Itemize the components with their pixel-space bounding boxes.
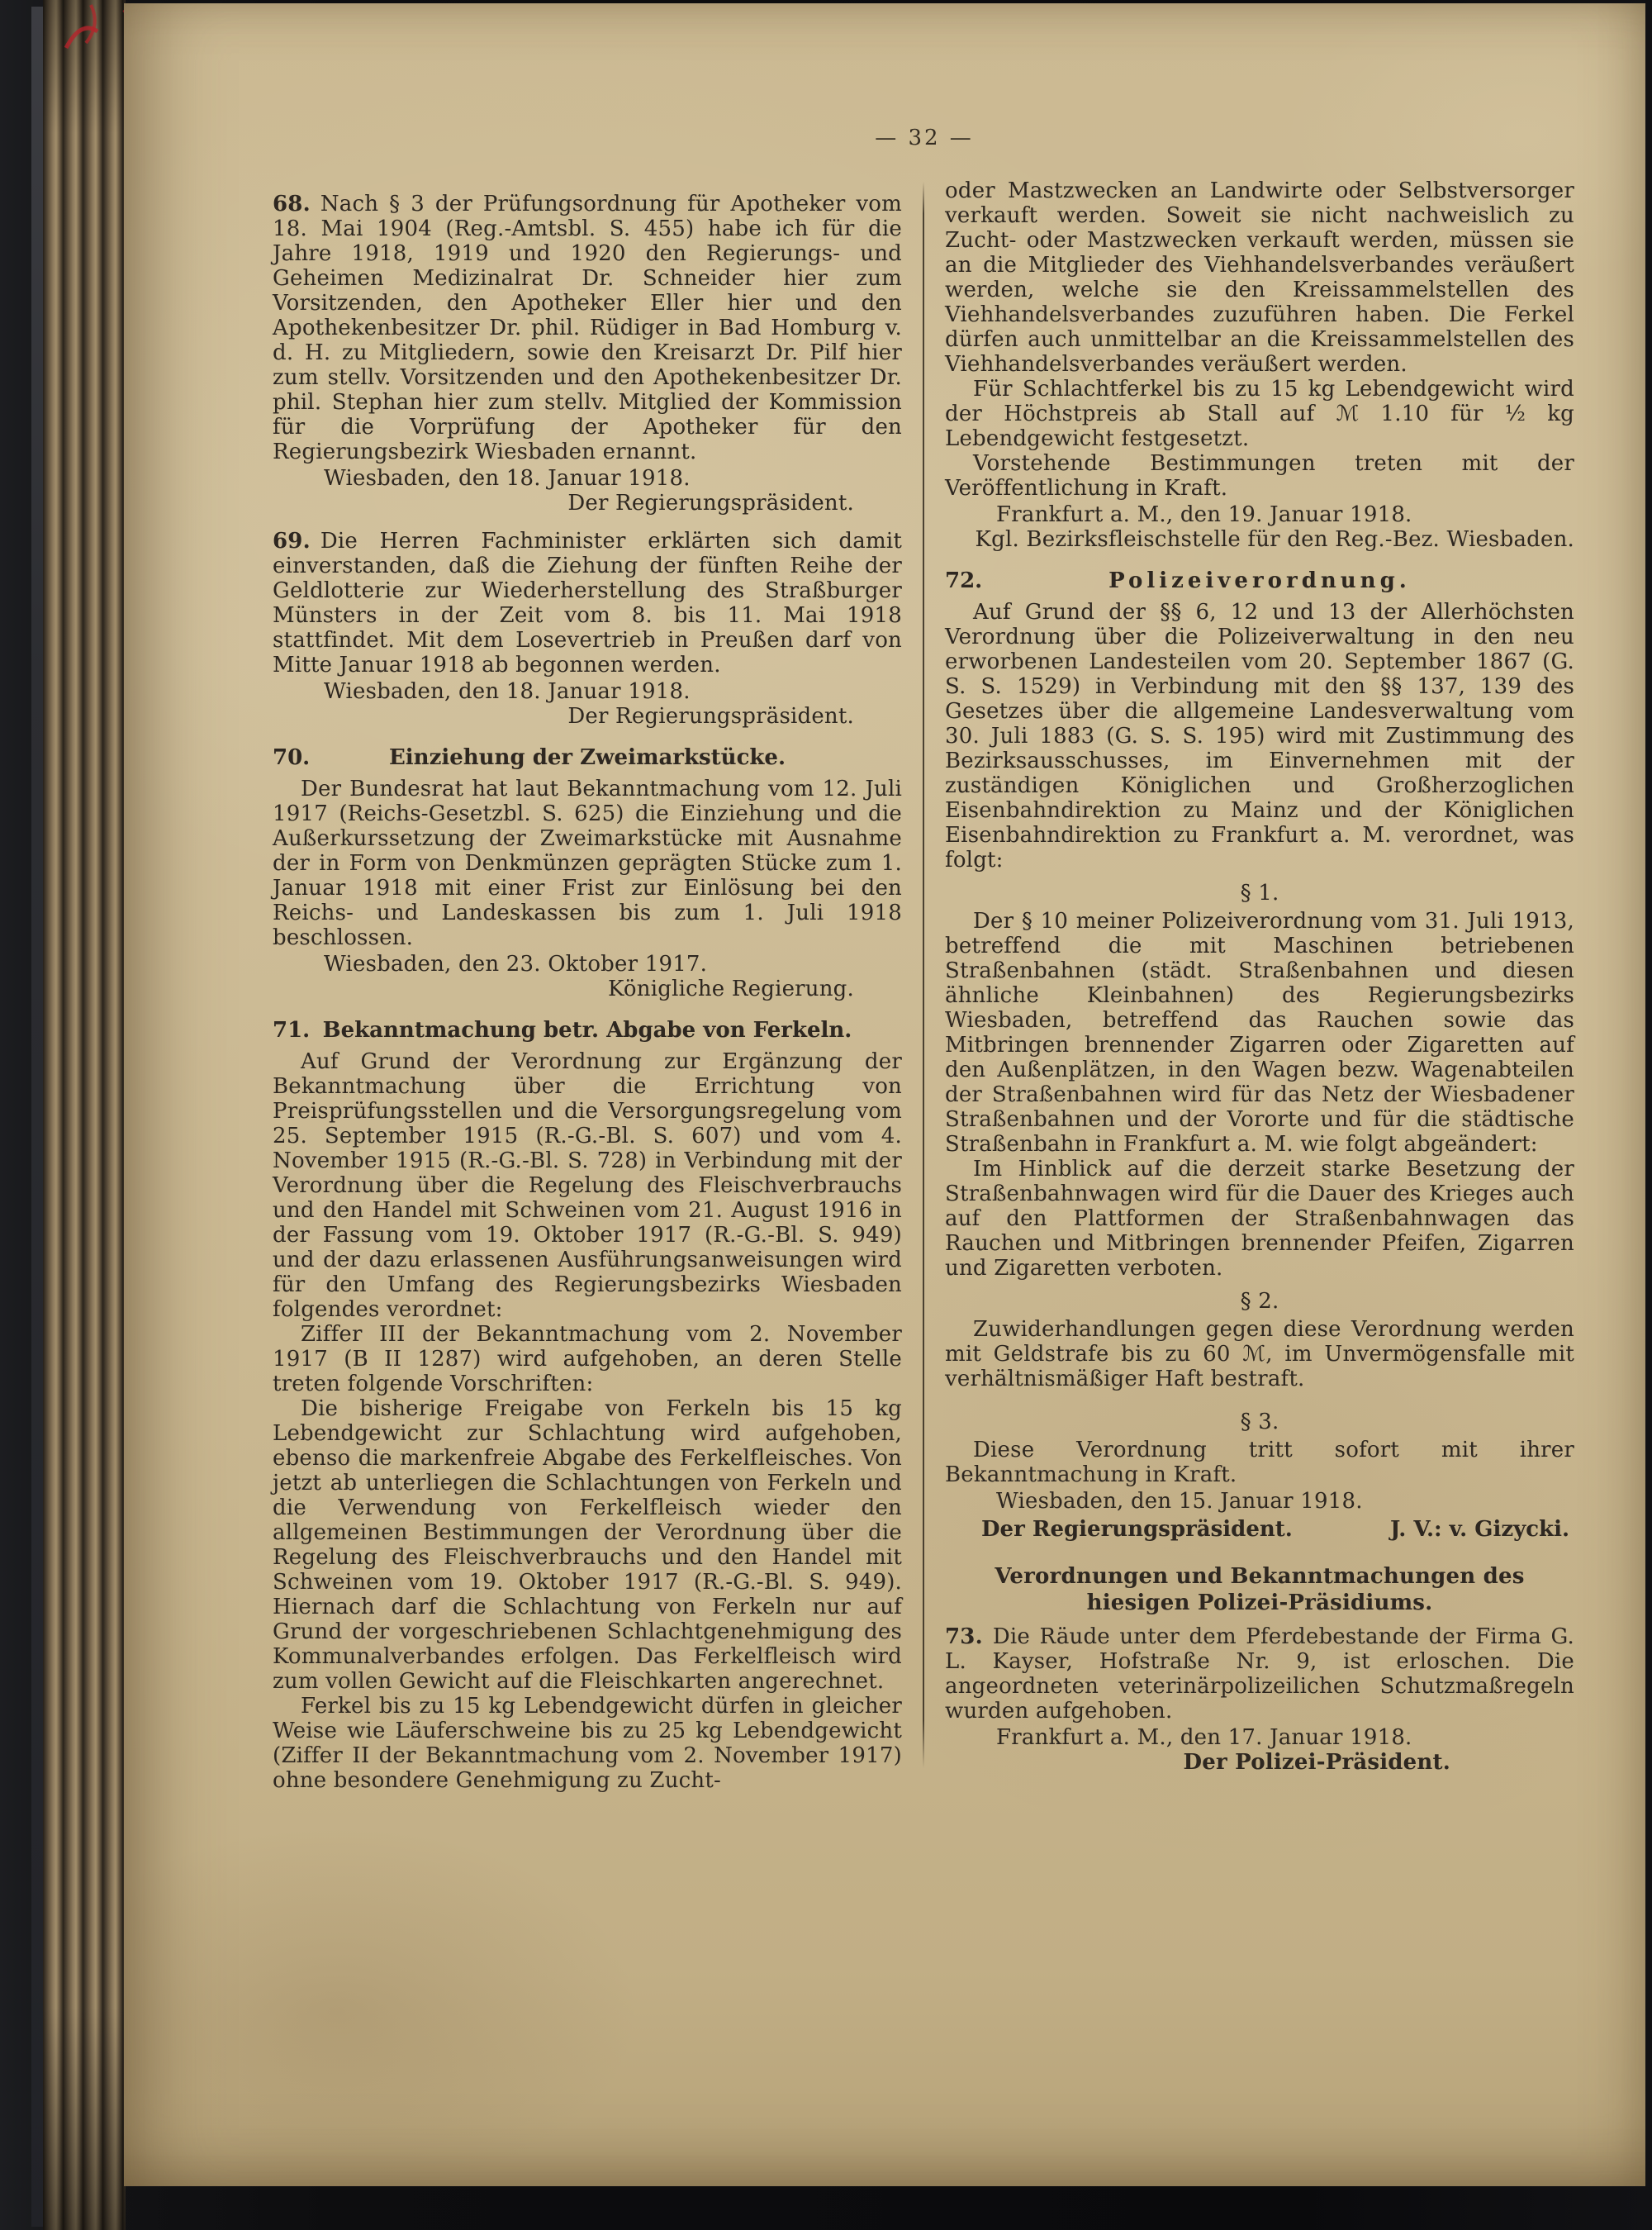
paragraph-3-heading: § 3. (1240, 1410, 1279, 1434)
section-73-body: Die Räude unter dem Pferdebestande der Firma G. L. Kayser, Hofstraße Nr. 9, ist erloschen. Die angeordneten veterinärpolizeilichen Schutzmaßregeln wurden aufgehoben. (945, 1624, 1574, 1724)
page-content (273, 126, 1576, 1793)
section-68-paragraph (273, 192, 902, 464)
section-73-signature: Der Polizei-Präsident. (1183, 1750, 1450, 1775)
paragraph-1-heading: § 1. (1240, 881, 1279, 906)
section-70-signature: Königliche Regierung. (607, 977, 854, 1001)
section-68-body: Nach § 3 der Prüfungsordnung für Apotheker vom 18. Mai 1904 (Reg.-Amtsbl. S. 455) habe ich für die Jahre 1918, 1919 und 1920 den Regierungs- und Geheimen Medizinalrat Dr. Schneider hier zum Vorsitzenden, den Apotheker Eller hier und den Apothekenbesitzer Dr. phil. Rüdiger in Bad Homburg v. d. H. zu Mitgliedern, sowie den Kreisarzt Dr. Pilf hier zum stellv. Vorsitzenden und den Apothekenbesitzer Dr. phil. Stephan hier zum stellv. Mitglied der Kommission für die Vorprüfung der Apotheker für den Regierungsbezirk Wiesbaden ernannt. (273, 192, 902, 464)
section-72-number: 72. (945, 568, 983, 593)
section-73-number: 73. (945, 1624, 983, 1649)
section-69-body: Die Herren Fachminister erklärten sich damit einverstanden, daß die Ziehung der fünften Reihe der Geldlotterie zur Wiederherstellung des Straßburger Münsters in der Zeit vom 8. bis 11. Mai 1918 stattfindet. Mit dem Losevertrieb in Preußen darf von Mitte Januar 1918 ab begonnen werden. (273, 529, 902, 678)
section-72-dateline: Wiesbaden, den 15. Januar 1918. (996, 1489, 1363, 1514)
section-72-title: Polizeiverordnung. (1108, 568, 1411, 593)
paragraph-2-heading: § 2. (1240, 1289, 1279, 1314)
section-72-signature (945, 1517, 1574, 1542)
section-72-signature-office: Der Regierungspräsident. (981, 1517, 1293, 1542)
section-69-signature: Der Regierungspräsident. (567, 704, 854, 729)
section-72-intro: Auf Grund der §§ 6, 12 und 13 der Allerhöchsten Verordnung über die Polizeiverwaltung in den neu erworbenen Landesteilen vom 20. September 1867 (G. S. S. 1529) in Verbindung mit den §§ 137, 139 des Gesetzes über die allgemeine Landesverwaltung vom 30. Juli 1883 (G. S. S. 195) wird mit Zustimmung des Bezirksausschusses, im Einvernehmen mit der zuständigen Königlichen und Großherzoglichen Eisenbahndirektion zu Mainz und der Königlichen Eisenbahndirektion zu Frankfurt a. M. verordnet, was folgt: (945, 600, 1574, 873)
section-72-par3-text: Diese Verordnung tritt sofort mit ihrer Bekanntmachung in Kraft. (945, 1438, 1574, 1487)
section-70-dateline: Wiesbaden, den 23. Oktober 1917. (324, 952, 708, 977)
page-number: — 32 — (875, 126, 974, 150)
police-division-heading: Verordnungen und Bekanntmachungen des hiesigen Polizei-Präsidiums. (995, 1564, 1525, 1615)
section-71-paragraph-4: Ferkel bis zu 15 kg Lebendgewicht dürfen in gleicher Weise wie Läuferschweine bis zu 25 kg Lebendgewicht (Ziffer II der Bekanntmachung vom 2. November 1917) ohne besondere Genehmigung zu Zucht- (273, 1694, 902, 1793)
section-68-dateline: Wiesbaden, den 18. Januar 1918. (324, 466, 691, 491)
section-72-par1-text-b: Im Hinblick auf die derzeit starke Besetzung der Straßenbahnwagen wird für die Dauer des Krieges auch auf den Plattformen der Straßenbahnwagen das Rauchen und Mitbringen brennender Pfeifen, Zigarren und Zigaretten verboten. (945, 1157, 1574, 1281)
section-71-title: Bekanntmachung betr. Abgabe von Ferkeln. (322, 1018, 852, 1043)
column-divider-rule (923, 182, 924, 1768)
section-71-paragraph-3: Die bisherige Freigabe von Ferkeln bis 15 kg Lebendgewicht zur Schlachtung wird aufgehoben, ebenso die markenfreie Abgabe des Ferkelfleisches. Von jetzt ab unterliegen die Schlachtungen von Ferkeln und die Verwendung von Ferkelfleisch wieder den allgemeinen Bestimmungen der Verordnung über die Regelung des Fleischverbrauchs und den Handel mit Schweinen vom 19. Oktober 1917 (R.-G.-Bl. S. 949). Hiernach darf die Schlachtung von Ferkeln nur auf Grund der vorgeschriebenen Schlachtgenehmigung des Kommunalverbandes erfolgen. Das Ferkelfleisch wird zum vollen Gewicht auf die Fleischkarten angerechnet. (273, 1396, 902, 1694)
section-72-par2-text: Zuwiderhandlungen gegen diese Verordnung werden mit Geldstrafe bis zu 60 ℳ, im Unvermögensfalle mit verhältnismäßiger Haft bestraft. (945, 1317, 1574, 1391)
section-71-paragraph-2: Ziffer III der Bekanntmachung vom 2. November 1917 (B II 1287) wird aufgehoben, an deren Stelle treten folgende Vorschriften: (273, 1322, 902, 1396)
section-68-number: 68. (273, 192, 311, 216)
section-69-paragraph (273, 529, 902, 678)
section-70-number: 70. (273, 745, 311, 770)
section-69-number: 69. (273, 529, 311, 554)
section-73-paragraph (945, 1624, 1574, 1724)
section-71-continuation-2: Für Schlachtferkel bis zu 15 kg Lebendgewicht wird der Höchstpreis ab Stall auf ℳ 1.10 für ½ kg Lebendgewicht festgesetzt. (945, 377, 1574, 451)
section-71-dateline: Frankfurt a. M., den 19. Januar 1918. (996, 502, 1412, 527)
section-71-paragraph-1: Auf Grund der Verordnung zur Ergänzung der Bekanntmachung über die Errichtung von Preisprüfungsstellen und die Versorgungsregelung vom 25. September 1915 (R.-G.-Bl. S. 607) und vom 4. November 1915 (R.-G.-Bl. S. 728) in Verbindung mit der Verordnung über die Regelung des Fleischverbrauchs und den Handel mit Schweinen vom 21. August 1916 in der Fassung vom 19. Oktober 1917 (R.-G.-Bl. S. 949) und der dazu erlassenen Ausführungsanweisungen wird für den Umfang des Regierungsbezirks Wiesbaden folgendes verordnet: (273, 1049, 902, 1322)
section-72-heading (945, 568, 1574, 593)
right-column (945, 178, 1574, 1793)
section-70-heading (273, 745, 902, 770)
section-73-dateline: Frankfurt a. M., den 17. Januar 1918. (996, 1725, 1412, 1750)
section-69-dateline: Wiesbaden, den 18. Januar 1918. (324, 679, 691, 704)
section-68-signature: Der Regierungspräsident. (567, 491, 854, 516)
section-71-number: 71. (273, 1018, 311, 1043)
gazette-page (124, 3, 1645, 2186)
left-column (273, 178, 902, 1793)
two-column-layout (273, 178, 1576, 1793)
section-71-continuation-1: oder Mastzwecken an Landwirte oder Selbstversorger verkauft werden. Soweit sie nicht nachweislich zu Zucht- oder Mastzwecken verkauft werden, müssen sie an die Mitglieder des Viehhandelsverbandes veräußert werden, welche sie den Kreissammelstellen des Viehhandelsverbandes zuzuführen haben. Die Ferkel dürfen auch unmittelbar an die Kreissammelstellen des Viehhandelsverbandes veräußert werden. (945, 178, 1574, 377)
book-binding-page-edges (43, 0, 126, 2230)
section-72-signature-name: J. V.: v. Gizycki. (1389, 1517, 1569, 1542)
section-70-body: Der Bundesrat hat laut Bekanntmachung vom 12. Juli 1917 (Reichs-Gesetzbl. S. 625) die Einziehung und die Außerkurssetzung der Zweimarkstücke mit Ausnahme der in Form von Denkmünzen geprägten Stücke zum 1. Januar 1918 mit einer Frist zur Einlösung bei den Reichs- und Landeskassen bis zum 1. Juli 1918 beschlossen. (273, 777, 902, 950)
section-70-title: Einziehung der Zweimarkstücke. (388, 745, 786, 770)
section-72-par1-text-a: Der § 10 meiner Polizeiverordnung vom 31. Juli 1913, betreffend die mit Maschinen betriebenen Straßenbahnen (städt. Straßenbahnen und diesen ähnliche Kleinbahnen) des Regierungsbezirks Wiesbaden, betreffend das Rauchen sowie das Mitbringen brennender Zigarren oder Zigaretten auf den Außenplätzen, in den Wagen bezw. Wagenabteilen der Straßenbahnen wird für das Netz der Wiesbadener Straßenbahnen und der Vororte und für die städtische Straßenbahn in Frankfurt a. M. wie folgt abgeändert: (945, 909, 1574, 1157)
section-71-signature: Kgl. Bezirksfleischstelle für den Reg.-Bez. Wiesbaden. (975, 527, 1574, 552)
section-71-heading (273, 1018, 902, 1043)
section-71-continuation-3: Vorstehende Bestimmungen treten mit der Veröffentlichung in Kraft. (945, 451, 1574, 501)
